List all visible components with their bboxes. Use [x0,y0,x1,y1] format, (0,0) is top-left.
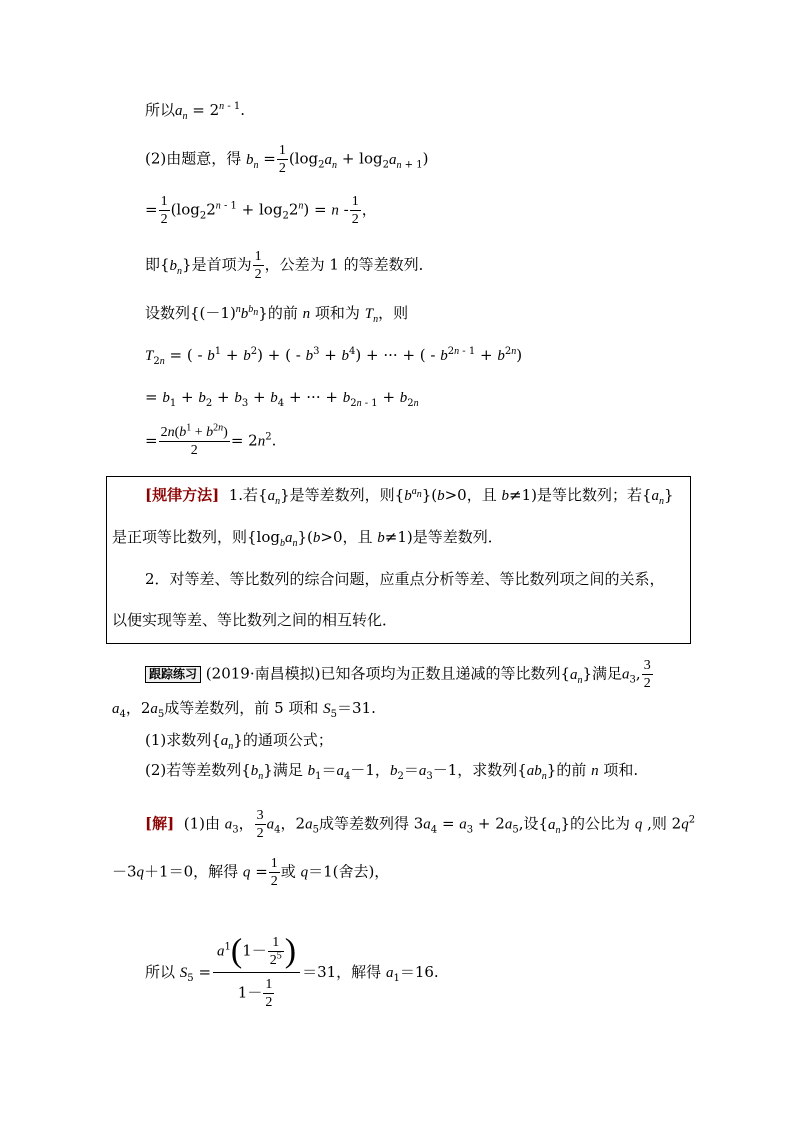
fraction-one-half: $\frac{1}{2}$ [270,856,278,889]
exercise-question-1: (1)求数列$\{a_n\}$的通项公式； [145,731,333,752]
fraction-one-half: $\frac{1}{2}$ [160,194,168,227]
solution-line-an: 所以$a_n = 2^{n - 1}$. [145,101,246,122]
fraction-one-half: $\frac{1}{2}$ [278,143,286,176]
solution-line-s2: －3q＋1＝0，解得 q = $\frac{1}{2}$ 或 q＝1(舍去)， [112,856,390,889]
fraction-one-half: $\frac{1}{2}$ [254,249,262,282]
solution-line-sum-b: = $b_1 + b_2 + b_3 + b_4$ + ··· + $b_{2n - 1} + b_{2n}$ [145,388,419,409]
solution-line-bn-arith: 即$\{b_n\}$是首项为 $\frac{1}{2}$ ，公差为 1 的等差数列． [145,249,434,282]
rule-line-4: 以便实现等差、等比数列之间的相互转化． [112,611,398,629]
tracking-exercise-badge: 跟踪练习 [145,666,201,683]
fraction-three-halves: $\frac{3}{2}$ [256,808,264,841]
solution-line-result: = $\frac{2n(b^1 + b^{2n})}{2}$ = $2n^2$. [145,422,277,458]
rule-line-2: 是正项等比数列，则$\{\log_ba_n\}(b>0$，且 b≠1)是等差数列． [112,528,503,549]
exercise-line-2: $a_4$，$2a_5$成等差数列，前 5 项和 $S_5=31$. [112,699,376,720]
solution-line-s1: [解] (1)由 $a_3$， $\frac{3}{2}$ $a_4$，$2a_5$成等差数列得 $3a_4 = a_3 + 2a_5$,设$\{a_n\}$的公比为 q ,则 $2q^2$ [145,808,696,841]
solution-line-t2n: $T_{2n}$ = ( - $b^1 + b^2$) + ( - $b^3 + b^4$) + ··· + ( - $b^{2n - 1} + b^{2n}$) [145,346,523,367]
rule-line-3: 2．对等差、等比数列的综合问题，应重点分析等差、等比数列项之间的关系， [145,570,665,588]
exercise-line-1: 跟踪练习 (2019·南昌模拟)已知各项均为正数且递减的等比数列$\{a_n\}$满足$a_3$, $\frac{3}{2}$ [145,657,654,692]
solution-line-bn-simplify: = $\frac{1}{2}$ $(\log_22^{n - 1} + \log_22^n) = n$ - $\frac{1}{2}$ ， [145,194,377,227]
solution-line-s3: 所以 $S_5$ = $a^1(1-$ $\frac{1}{2^5}$ ) 1－ $\frac{1}{2}$ ＝31，解得 $a_1=16$. [145,932,439,1010]
solution-line-tn-def: 设数列$\{(-1)^nb^{b_n}\}$的前 n 项和为 $T_n$，则 [145,304,409,325]
rule-method-tag: [规律方法] [145,486,220,504]
exercise-question-2: (2)若等差数列$\{b_n\}$满足 $b_1=a_4-1$，$b_2=a_3-1$，求数列$\{ab_n\}$的前 n 项和. [145,761,639,782]
fraction-one-half: $\frac{1}{2}$ [351,194,359,227]
fraction-sum-formula: $\frac{2n(b^1 + b^{2n})}{2}$ [160,422,228,458]
rule-line-1: [规律方法] 1.若$\{a_n\}$是等差数列，则$\{b^{a_n}\}(b>0$，且 b≠1)是等比数列；若$\{a_n\}$ [145,486,674,507]
solution-line-bn-def: (2)由题意，得 $b_n$ = $\frac{1}{2}$ ($\log_2a_n + \log_2a_n$ $_{+ 1}$) [145,143,429,176]
fraction-geometric-sum: $a^1(1-$ $\frac{1}{2^5}$ ) 1－ $\frac{1}{2}$ [213,934,300,1011]
fraction-three-halves: $\frac{3}{2}$ [643,658,651,691]
solution-tag: [解] [145,814,175,833]
